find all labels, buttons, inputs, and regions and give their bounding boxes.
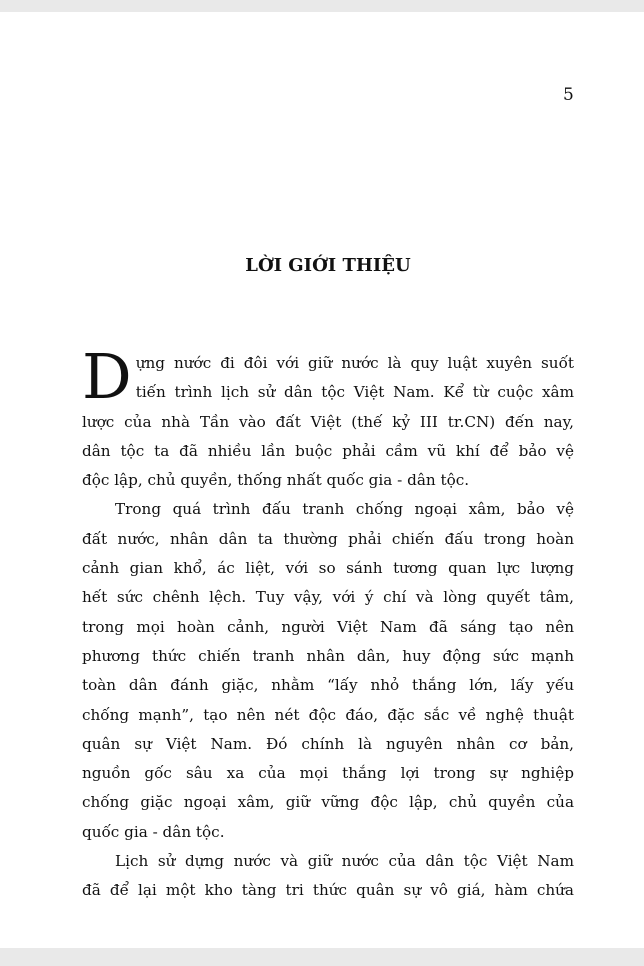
text-line: Lịch sử dựng nước và giữ nước của dân tộc Việt Nam (115, 852, 574, 871)
text-line: ựng nước đi đôi với giữ nước là quy luật xuyên suốt (135, 354, 574, 372)
book-page (0, 12, 644, 948)
text-line: độc lập, chủ quyền, thống nhất quốc gia - dân tộc. (82, 471, 470, 490)
text-line: cảnh gian khổ, ác liệt, với so sánh tương quan lực lượng (82, 559, 574, 578)
text-line: tiến trình lịch sử dân tộc Việt Nam. Kể từ cuộc xâm (135, 383, 574, 402)
text-line: trong mọi hoàn cảnh, người Việt Nam đã sáng tạo nên (82, 617, 574, 636)
text-line: hết sức chênh lệch. Tuy vậy, với ý chí và lòng quyết tâm, (82, 588, 574, 607)
body-text (82, 340, 574, 906)
paragraph-3 (82, 847, 574, 906)
text-line: Trong quá trình đấu tranh chống ngoại xâm, bảo vệ (115, 500, 574, 519)
text-line: toàn dân đánh giặc, nhằm “lấy nhỏ thắng lớn, lấy yếu (82, 676, 574, 695)
page-title: LỜI GIỚI THIỆU (245, 255, 411, 276)
text-line: đã để lại một kho tàng tri thức quân sự vô giá, hàm chứa (82, 881, 574, 900)
text-line: nguồn gốc sâu xa của mọi thắng lợi trong sự nghiệp (82, 764, 574, 783)
paragraph-1 (82, 340, 574, 495)
drop-cap: D (82, 340, 132, 413)
page-number: 5 (563, 85, 574, 105)
paragraph-2 (82, 495, 574, 847)
text-line: chống giặc ngoại xâm, giữ vững độc lập, chủ quyền của (82, 793, 574, 812)
text-line: dân tộc ta đã nhiều lần buộc phải cầm vũ khí để bảo vệ (82, 441, 574, 460)
text-line: lược của nhà Tần vào đất Việt (thế kỷ III tr.CN) đến nay, (82, 412, 574, 431)
text-line: phương thức chiến tranh nhân dân, huy động sức mạnh (82, 646, 574, 665)
text-line: chống mạnh”, tạo nên nét độc đáo, đặc sắc về nghệ thuật (82, 705, 574, 724)
text-line: đất nước, nhân dân ta thường phải chiến đấu trong hoàn (82, 529, 574, 548)
text-line: quân sự Việt Nam. Đó chính là nguyên nhân cơ bản, (82, 734, 574, 753)
text-line: quốc gia - dân tộc. (82, 822, 225, 841)
